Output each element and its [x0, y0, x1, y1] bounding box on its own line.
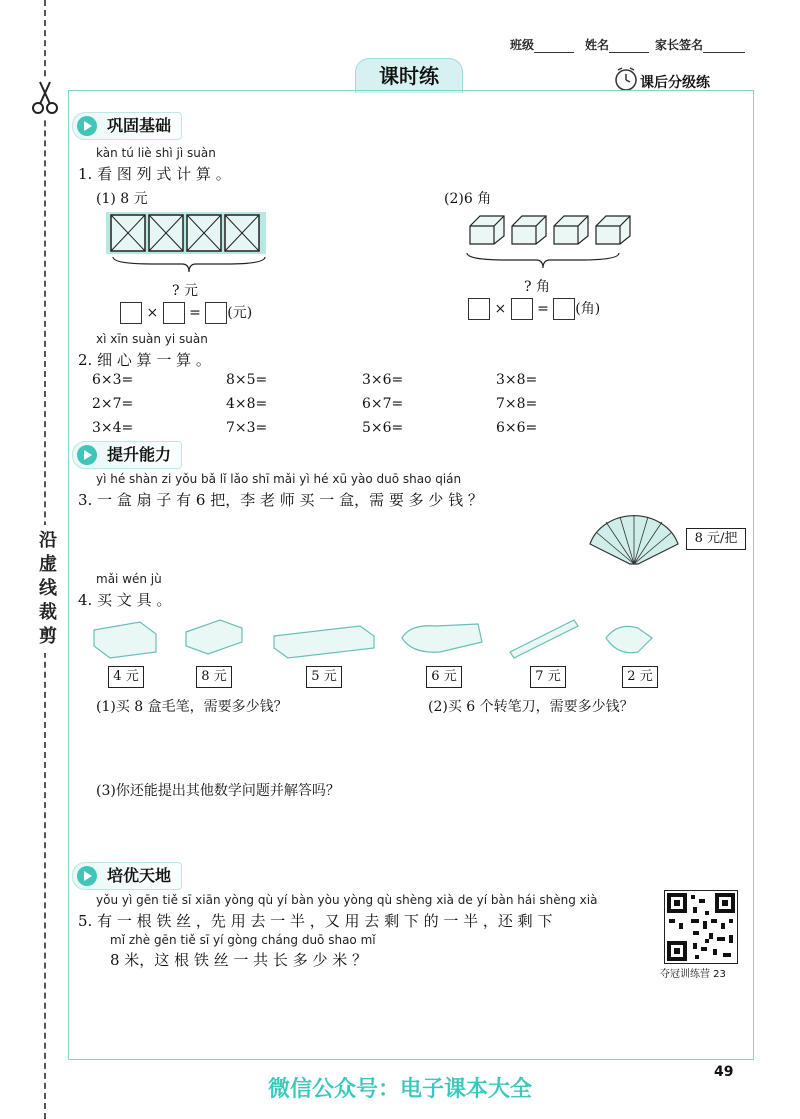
class-label: 班级	[510, 38, 535, 52]
q1-part1-label: (1) 8 元	[96, 191, 148, 207]
q2-pinyin: xì xīn suàn yi suàn	[96, 332, 208, 346]
calc-item: 3×8=	[496, 372, 538, 388]
calc-item: 3×6=	[362, 372, 404, 388]
answer-box[interactable]	[120, 302, 142, 324]
name-field[interactable]	[585, 36, 649, 53]
q3-text: 3. 一 盒 扇 子 有 6 把，李 老 师 买 一 盒，需 要 多 少 钱 ？	[78, 491, 483, 509]
price-tag: 7 元	[530, 666, 566, 688]
qr-code[interactable]	[664, 890, 738, 964]
price-tag: 2 元	[622, 666, 658, 688]
bottom-banner: 微信公众号：电子课本大全	[267, 1077, 532, 1102]
class-field[interactable]	[510, 36, 574, 53]
fan-image	[586, 512, 682, 572]
q1-part2-equation: × = (角)	[468, 298, 600, 320]
q1-part2-label: (2)6 角	[444, 191, 492, 207]
cut-instruction: 沿 虚 线 裁 剪	[36, 525, 60, 653]
answer-box[interactable]	[205, 302, 227, 324]
play-icon	[77, 445, 97, 465]
q5-pinyin-1: yǒu yì gēn tiě sī xiān yòng qù yí bàn yòu yòng qù shèng xià de yí bàn hái shèng xià	[96, 893, 598, 907]
q1-part2-unknown: ? 角	[524, 279, 550, 295]
calc-item: 6×6=	[496, 420, 538, 436]
fan-price: 8 元/把	[686, 528, 746, 550]
stationery-images	[90, 612, 740, 666]
name-label: 姓名	[585, 38, 610, 52]
qr-label: 夺冠训练营 23	[660, 969, 726, 980]
q1-brace-2	[466, 252, 620, 274]
section-excel: 培优天地	[72, 862, 182, 890]
price-tag: 4 元	[108, 666, 144, 688]
q1-part1-unknown: ? 元	[172, 283, 198, 299]
section-basic: 巩固基础	[72, 112, 182, 140]
q4-sub1: (1)买 8 盒毛笔，需要多少钱？	[96, 699, 288, 715]
q2-text: 2. 细 心 算 一 算 。	[78, 351, 211, 369]
q4-pinyin: mǎi wén jù	[96, 572, 162, 586]
q4-sub2: (2)买 6 个转笔刀，需要多少钱？	[428, 699, 634, 715]
price-tag: 8 元	[196, 666, 232, 688]
calc-item: 6×3=	[92, 372, 134, 388]
answer-box[interactable]	[511, 298, 533, 320]
q1-brace-1	[112, 256, 266, 278]
price-tag: 6 元	[426, 666, 462, 688]
calc-item: 7×8=	[496, 396, 538, 412]
calc-item: 4×8=	[226, 396, 268, 412]
answer-box[interactable]	[468, 298, 490, 320]
q1-text: 1. 看 图 列 式 计 算 。	[78, 165, 231, 183]
page-number: 49	[714, 1064, 734, 1080]
q1-ticket-image	[106, 212, 266, 258]
q4-sub3: (3)你还能提出其他数学问题并解答吗？	[96, 783, 340, 799]
page-title: 课时练	[355, 58, 463, 93]
play-icon	[77, 116, 97, 136]
q3-pinyin: yì hé shàn zi yǒu bǎ lǐ lǎo shī mǎi yì hé xū yào duō shao qián	[96, 472, 462, 486]
play-icon	[77, 866, 97, 886]
answer-box[interactable]	[163, 302, 185, 324]
parent-signature-field[interactable]	[655, 36, 745, 53]
parent-signature-label: 家长签名	[655, 38, 704, 52]
practice-tag: 课后分级练	[640, 75, 710, 91]
q5-line-2: 8 米，这 根 铁 丝 一 共 长 多 少 米 ？	[110, 951, 367, 969]
calc-item: 5×6=	[362, 420, 404, 436]
q1-pinyin: kàn tú liè shì jì suàn	[96, 146, 216, 160]
section-improve: 提升能力	[72, 441, 182, 469]
q5-line-1: 5. 有 一 根 铁 丝 ，先 用 去 一 半 ，又 用 去 剩 下 的 一 半 ，还 剩 下	[78, 912, 553, 930]
q1-eraser-image	[466, 208, 634, 252]
price-tag: 5 元	[306, 666, 342, 688]
calc-item: 3×4=	[92, 420, 134, 436]
q1-part1-equation: × = (元)	[120, 302, 252, 324]
calc-item: 2×7=	[92, 396, 134, 412]
calc-item: 6×7=	[362, 396, 404, 412]
answer-box[interactable]	[553, 298, 575, 320]
scissors-icon	[30, 78, 60, 118]
q4-text: 4. 买 文 具 。	[78, 591, 172, 609]
calc-item: 7×3=	[226, 420, 268, 436]
q5-pinyin-2: mǐ zhè gēn tiě sī yí gòng cháng duō shao mǐ	[110, 933, 376, 947]
calc-item: 8×5=	[226, 372, 268, 388]
